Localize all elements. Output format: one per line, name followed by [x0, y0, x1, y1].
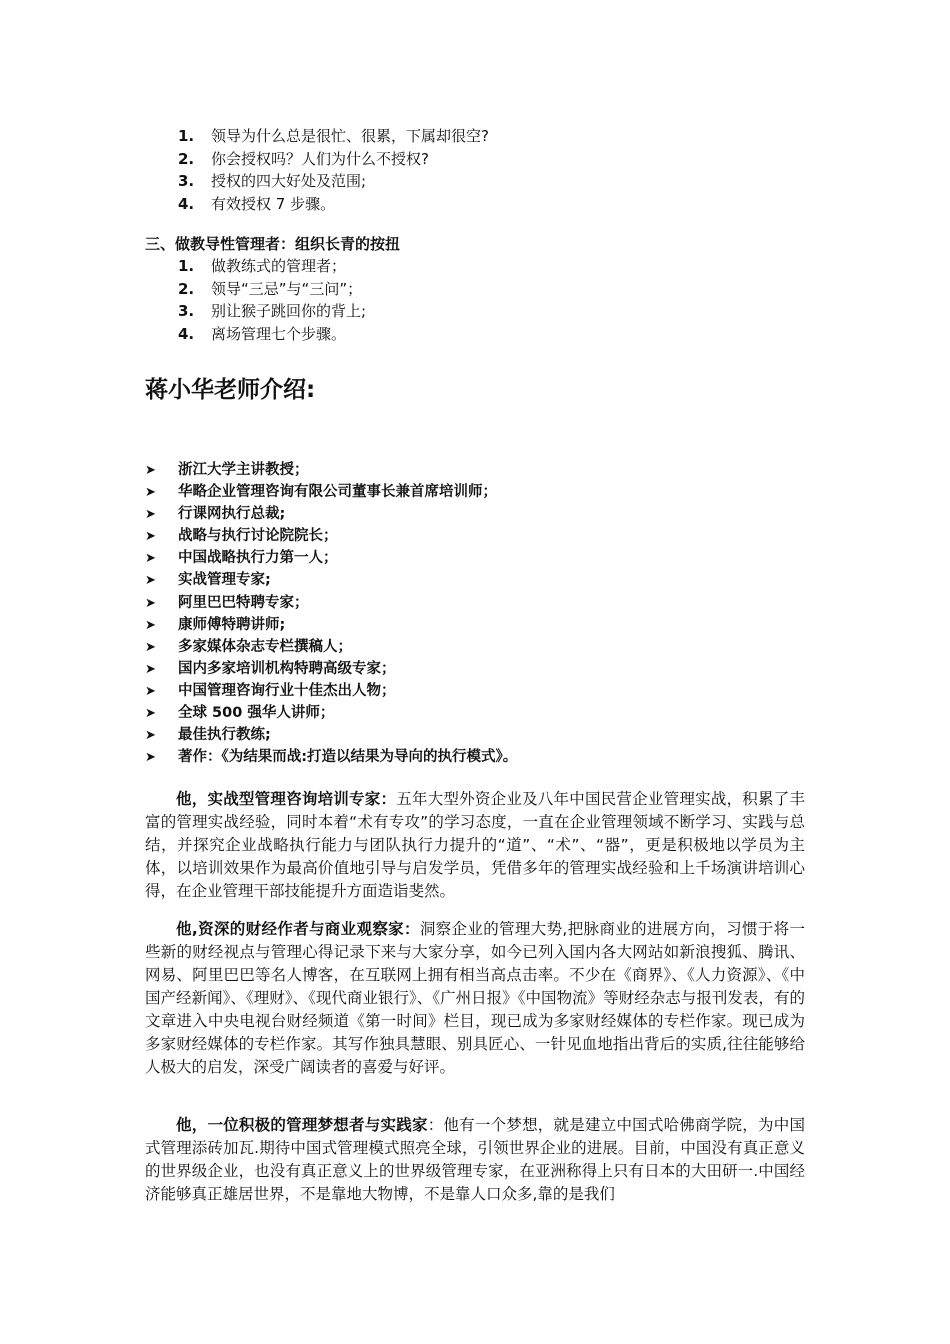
arrow-bullet-icon: ➤: [145, 551, 156, 567]
list-item: ➤ 多家媒体杂志专栏撰稿人；: [145, 636, 517, 658]
arrow-bullet-icon: ➤: [145, 485, 156, 501]
arrow-bullet-icon: ➤: [145, 750, 156, 766]
arrow-bullet-icon: ➤: [145, 463, 156, 478]
list-item: ➤ 全球 500 强华人讲师；: [145, 702, 517, 724]
arrow-bullet-icon: ➤: [145, 529, 156, 545]
list-item: 2. 领导“三忌”与“三问”；: [178, 279, 363, 298]
arrow-bullet-icon: ➤: [145, 617, 156, 633]
credentials-list: [145, 459, 517, 768]
paragraph-lead: 他,资深的财经作者与商业观察家：: [176, 920, 420, 938]
paragraph-body: 洞察企业的管理大势,把脉商业的进展方向，习惯于将一些新的财经视点与管理心得记录下来与大家分享，如今已列入国内各大网站如新浪搜狐、腾讯、网易、阿里巴巴等名人博客，在互联网上拥有相当高点击率。不少在《商界》、《人力资源》、《中国产经新闻》、《理财》、《现代商业银行》、《广州日报》《中国物流》等财经杂志与报刊发表，有的文章进入中央电视台财经频道《第一时间》栏目，现已成为多家财经媒体的专栏作家。现已成为多家财经媒体的专栏作家。其写作独具慧眼、别具匠心、一针见血地指出背后的实质,往往能够给人极大的启发，深受广阔读者的喜爱与好评。: [145, 920, 805, 1076]
coaching-list: [178, 255, 366, 345]
list-item: ➤ 国内多家培训机构特聘高级专家；: [145, 658, 517, 680]
section-heading: 三、做教导性管理者：组织长青的按扭: [145, 235, 401, 253]
list-item: ➤ 中国管理咨询行业十佳杰出人物；: [145, 680, 517, 702]
arrow-bullet-icon: ➤: [145, 507, 156, 523]
arrow-bullet-icon: ➤: [145, 683, 156, 699]
arrow-bullet-icon: ➤: [145, 639, 156, 655]
arrow-bullet-icon: ➤: [145, 706, 156, 722]
paragraph-management-dreamer: [145, 1114, 805, 1206]
list-item: 2. 你会授权吗？人们为什么不授权?: [178, 149, 429, 168]
list-item: ➤ 中国战略执行力第一人；: [145, 547, 517, 569]
paragraph-finance-writer: [145, 918, 805, 1079]
arrow-bullet-icon: ➤: [145, 595, 156, 611]
teacher-intro-heading: 蒋小华老师介绍:: [145, 377, 316, 403]
list-item: 4. 离场管理七个步骤。: [178, 324, 347, 343]
list-item: ➤ 华略企业管理咨询有限公司董事长兼首席培训师；: [145, 481, 517, 503]
arrow-bullet-icon: ➤: [145, 728, 156, 744]
arrow-bullet-icon: ➤: [145, 661, 156, 677]
list-item: ➤ 阿里巴巴特聘专家；: [145, 592, 517, 614]
list-item: 3. 别让猴子跳回你的背上;: [178, 302, 367, 320]
paragraph-body: ：他有一个梦想，就是建立中国式哈佛商学院，为中国式管理添砖加瓦.期待中国式管理模式照亮全球，引领世界企业的进展。目前，中国没有真正意义的世界级企业，也没有真正意义上的世界级管理专家，在亚洲称得上只有日本的大田研一.中国经济能够真正雄居世界，不是靠地大物博，不是靠人口众多,靠的是我们: [145, 1116, 805, 1203]
arrow-bullet-icon: ➤: [145, 573, 156, 589]
list-item: ➤ 实战管理专家;: [145, 569, 517, 591]
paragraph-body: 五年大型外资企业及八年中国民营企业管理实战，积累了丰富的管理实战经验，同时本着“术有专攻”的学习态度，一直在企业管理领域不断学习、实践与总结，并探究企业战略执行能力与团队执行力提升的“道”、“术”、“器”，更是积极地以学员为主体，以培训效果作为最高价值地引导与启发学员，凭借多年的管理实战经验和上千场演讲培训心得，在企业管理干部技能提升方面造诣斐然。: [145, 790, 805, 900]
list-item: ➤ 战略与执行讨论院院长；: [145, 525, 517, 547]
list-item: 4. 有效授权 7 步骤。: [178, 194, 336, 213]
paragraph-lead: 他，一位积极的管理梦想者与实践家: [176, 1116, 428, 1134]
authorization-list: [178, 125, 489, 215]
list-item: ➤ 行课网执行总裁;: [145, 503, 517, 525]
list-item: ➤ 最佳执行教练;: [145, 724, 517, 746]
list-item: 1. 做教练式的管理者；: [178, 257, 347, 275]
paragraph-consulting-expert: [145, 788, 805, 903]
list-item: ➤ 著作：《为结果而战:打造以结果为导向的执行模式》。: [145, 746, 517, 768]
list-item: 3. 授权的四大好处及范围;: [178, 172, 367, 190]
list-item: ➤ 康师傅特聘讲师;: [145, 614, 517, 636]
paragraph-lead: 他，实战型管理咨询培训专家：: [176, 790, 397, 808]
list-item: 1. 领导为什么总是很忙、很累，下属却很空?: [178, 127, 489, 145]
list-item: ➤ 浙江大学主讲教授；: [145, 459, 517, 481]
